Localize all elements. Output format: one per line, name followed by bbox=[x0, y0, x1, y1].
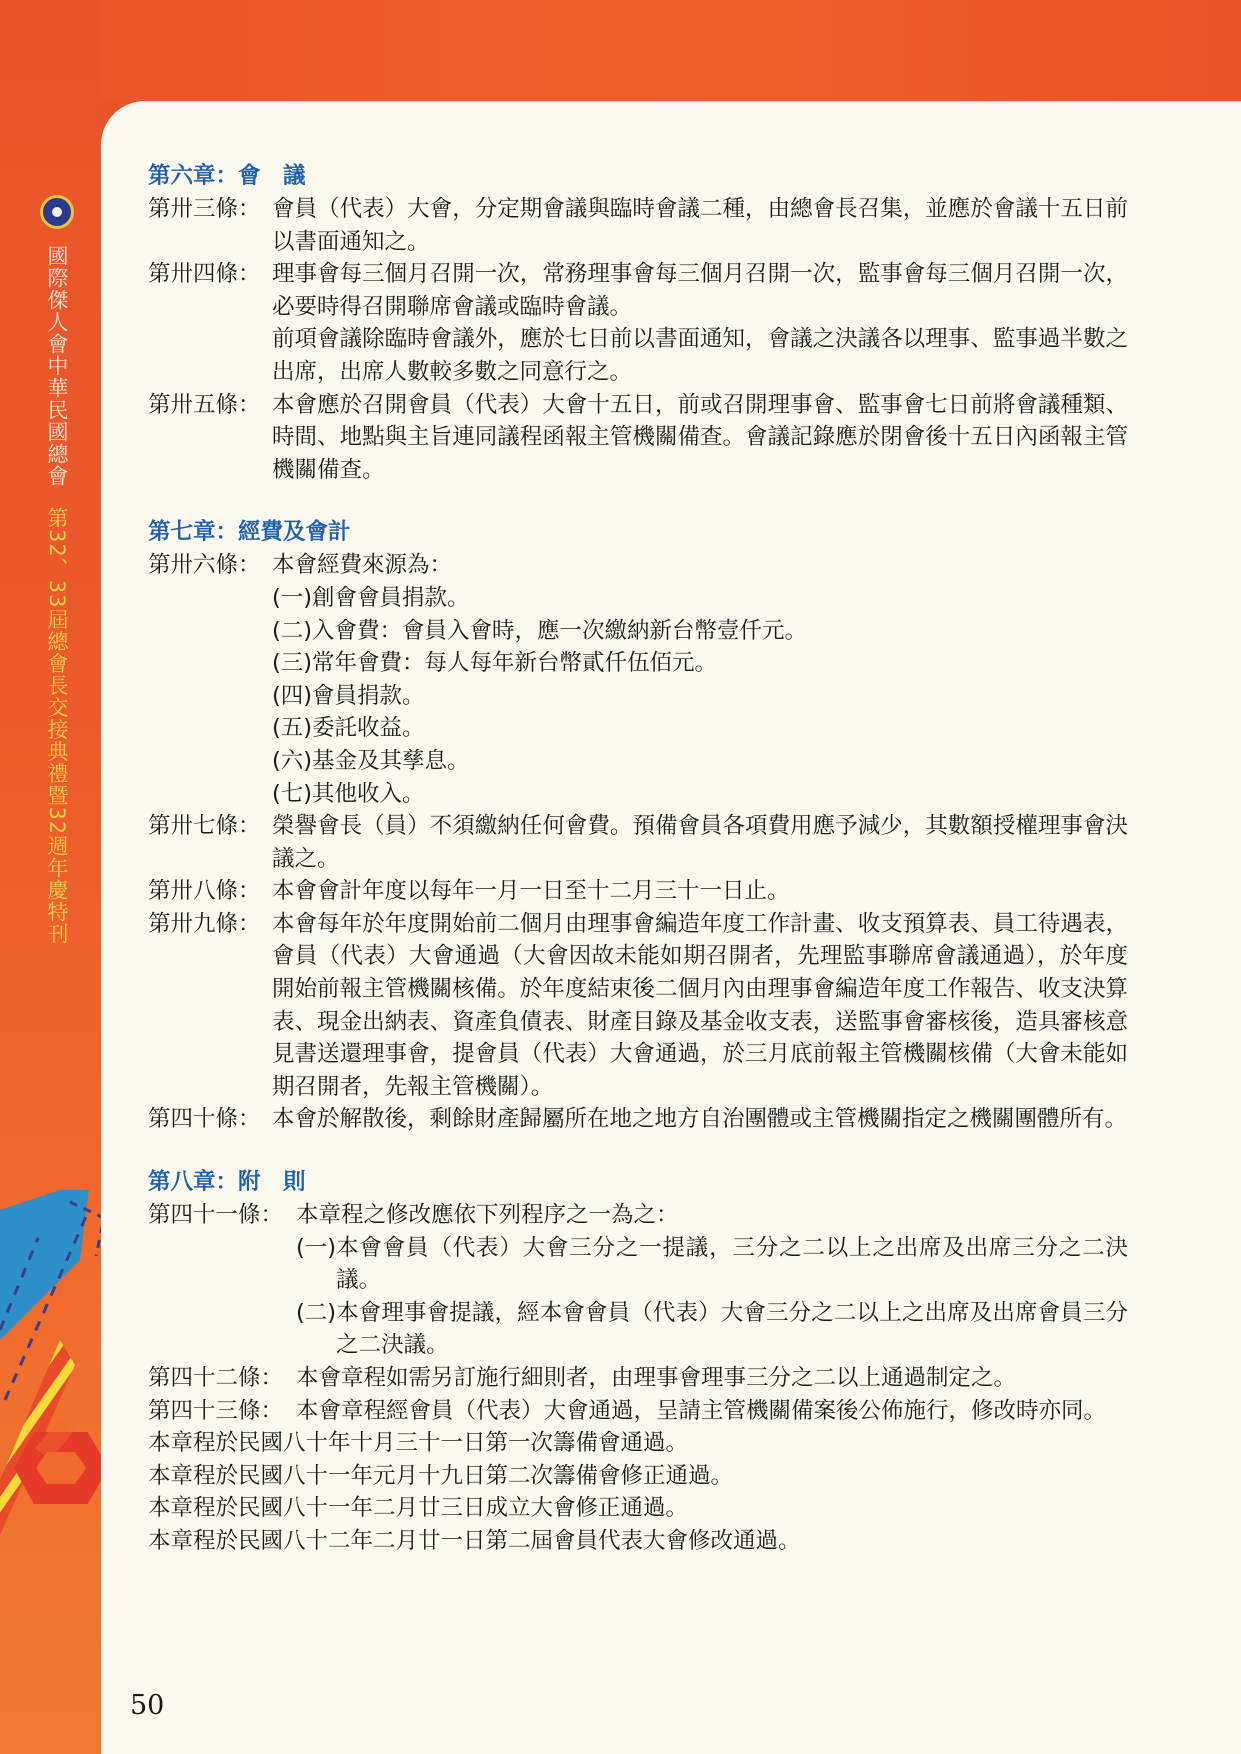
article-label: 第四十條： bbox=[148, 1106, 261, 1133]
article-label: 第卅七條： bbox=[148, 813, 261, 840]
chapter-heading: 第六章：會 議 bbox=[148, 163, 306, 189]
article-39 bbox=[148, 908, 1128, 1104]
article-text: 本會每年於年度開始前二個月由理事會編造年度工作計畫、收支預算表、員工待遇表，會員（代表）大會通過（大會因故未能如期召開者，先理監事聯席會議通過），於年度開始前報主管機關核備。於年度結束後二個月內由理事會編造年度工作報告、收支決算表、現金出納表、資產負債表、財產目錄及基金收支表，送監事會審核後，造具審核意見書送還理事會，提會員（代表）大會通過，於三月底前報主管機關核備（大會未能如期召開者，先報主管機關）。 bbox=[272, 910, 1128, 1100]
association-logo bbox=[40, 195, 74, 229]
article-35 bbox=[148, 389, 1128, 487]
list-item: (三)常年會費：每人每年新台幣貳仟伍佰元。 bbox=[272, 650, 718, 677]
article-label: 第卅九條： bbox=[148, 910, 261, 937]
history-line: 本章程於民國八十年十月三十一日第一次籌備會通過。 bbox=[148, 1430, 689, 1457]
article-text: 本會於解散後，剩餘財產歸屬所在地之地方自治團體或主管機關指定之機關團體所有。 bbox=[272, 1106, 1128, 1133]
article-40 bbox=[148, 1103, 1128, 1136]
top-band bbox=[0, 0, 1241, 100]
article-text bbox=[296, 1199, 1128, 1362]
list-item bbox=[296, 1232, 1128, 1297]
article-38 bbox=[148, 875, 1128, 908]
article-text bbox=[272, 549, 1128, 810]
article-label: 第四十二條： bbox=[148, 1365, 284, 1391]
article-36 bbox=[148, 549, 1128, 810]
chapter-heading: 第八章：附 則 bbox=[148, 1169, 306, 1196]
list-number: (一) bbox=[296, 1234, 337, 1261]
side-title bbox=[40, 245, 74, 945]
article-text bbox=[272, 258, 1128, 388]
chapter-heading: 第七章：經費及會計 bbox=[148, 519, 351, 546]
article-label: 第卅六條： bbox=[148, 552, 261, 579]
list-text: 本會會員（代表）大會三分之一提議，三分之二以上之出席及出席三分之二決議。 bbox=[336, 1234, 1128, 1294]
bylaws-document bbox=[148, 160, 1128, 1558]
article-text: 本會會計年度以每年一月一日至十二月三十一日止。 bbox=[272, 878, 790, 905]
article-33 bbox=[148, 193, 1128, 258]
list-item: (一)創會會員捐款。 bbox=[272, 584, 470, 611]
list-item: (五)委託收益。 bbox=[272, 715, 425, 742]
article-text: 本會應於召開會員（代表）大會十五日，前或召開理事會、監事會七日前將會議種類、時間、地點與主旨連同議程函報主管機關備查。會議記錄應於閉會後十五日內函報主管機關備查。 bbox=[272, 391, 1128, 483]
article-label: 第卅四條： bbox=[148, 261, 261, 288]
article-label: 第卅三條： bbox=[148, 196, 261, 222]
article-41 bbox=[148, 1199, 1128, 1362]
article-text: 榮譽會長（員）不須繳納任何會費。預備會員各項費用應予減少，其數額授權理事會決議之。 bbox=[272, 813, 1128, 872]
article-text: 會員（代表）大會，分定期會議與臨時會議二種，由總會長召集，並應於會議十五日前以書面通知之。 bbox=[272, 196, 1128, 255]
article-paragraph: 前項會議除臨時會議外，應於七日前以書面通知，會議之決議各以理事、監事過半數之出席，出席人數較多數之同意行之。 bbox=[272, 326, 1128, 385]
article-43 bbox=[148, 1395, 1128, 1428]
article-42 bbox=[148, 1362, 1128, 1395]
side-title-event: 第32、33屆總會長交接典禮暨32週年慶特刊 bbox=[45, 506, 69, 945]
list-number: (二) bbox=[296, 1299, 337, 1326]
article-label: 第卅五條： bbox=[148, 391, 261, 418]
list-item: (六)基金及其孳息。 bbox=[272, 747, 470, 774]
list-item: (四)會員捐款。 bbox=[272, 682, 425, 709]
amendment-history bbox=[148, 1427, 1128, 1557]
list-item: (二)入會費：會員入會時，應一次繳納新台幣壹仟元。 bbox=[272, 617, 808, 644]
article-text: 本會章程經會員（代表）大會通過，呈請主管機關備案後公佈施行，修改時亦同。 bbox=[296, 1397, 1107, 1424]
article-paragraph: 理事會每三個月召開一次，常務理事會每三個月召開一次，監事會每三個月召開一次，必要時得召開聯席會議或臨時會議。 bbox=[272, 261, 1128, 320]
list-item bbox=[296, 1297, 1128, 1362]
article-paragraph: 本會經費來源為： bbox=[272, 552, 453, 579]
article-label: 第卅八條： bbox=[148, 878, 261, 905]
article-text: 本會章程如需另訂施行細則者，由理事會理事三分之二以上通過制定之。 bbox=[296, 1365, 1017, 1391]
article-paragraph: 本章程之修改應依下列程序之一為之： bbox=[296, 1202, 679, 1229]
article-label: 第四十一條： bbox=[148, 1202, 284, 1229]
page-number: 50 bbox=[130, 1690, 165, 1721]
history-line: 本章程於民國八十一年二月廿三日成立大會修正通過。 bbox=[148, 1495, 689, 1522]
history-line: 本章程於民國八十一年元月十九日第二次籌備會修正通過。 bbox=[148, 1462, 734, 1489]
article-34 bbox=[148, 258, 1128, 388]
side-title-org: 國際傑人會中華民國總會 bbox=[45, 245, 69, 487]
article-label: 第四十三條： bbox=[148, 1397, 284, 1424]
list-text: 本會理事會提議，經本會會員（代表）大會三分之二以上之出席及出席會員三分之二決議。 bbox=[336, 1299, 1128, 1359]
list-item: (七)其他收入。 bbox=[272, 780, 425, 807]
article-37 bbox=[148, 810, 1128, 875]
history-line: 本章程於民國八十二年二月廿一日第二屆會員代表大會修改通過。 bbox=[148, 1527, 801, 1554]
